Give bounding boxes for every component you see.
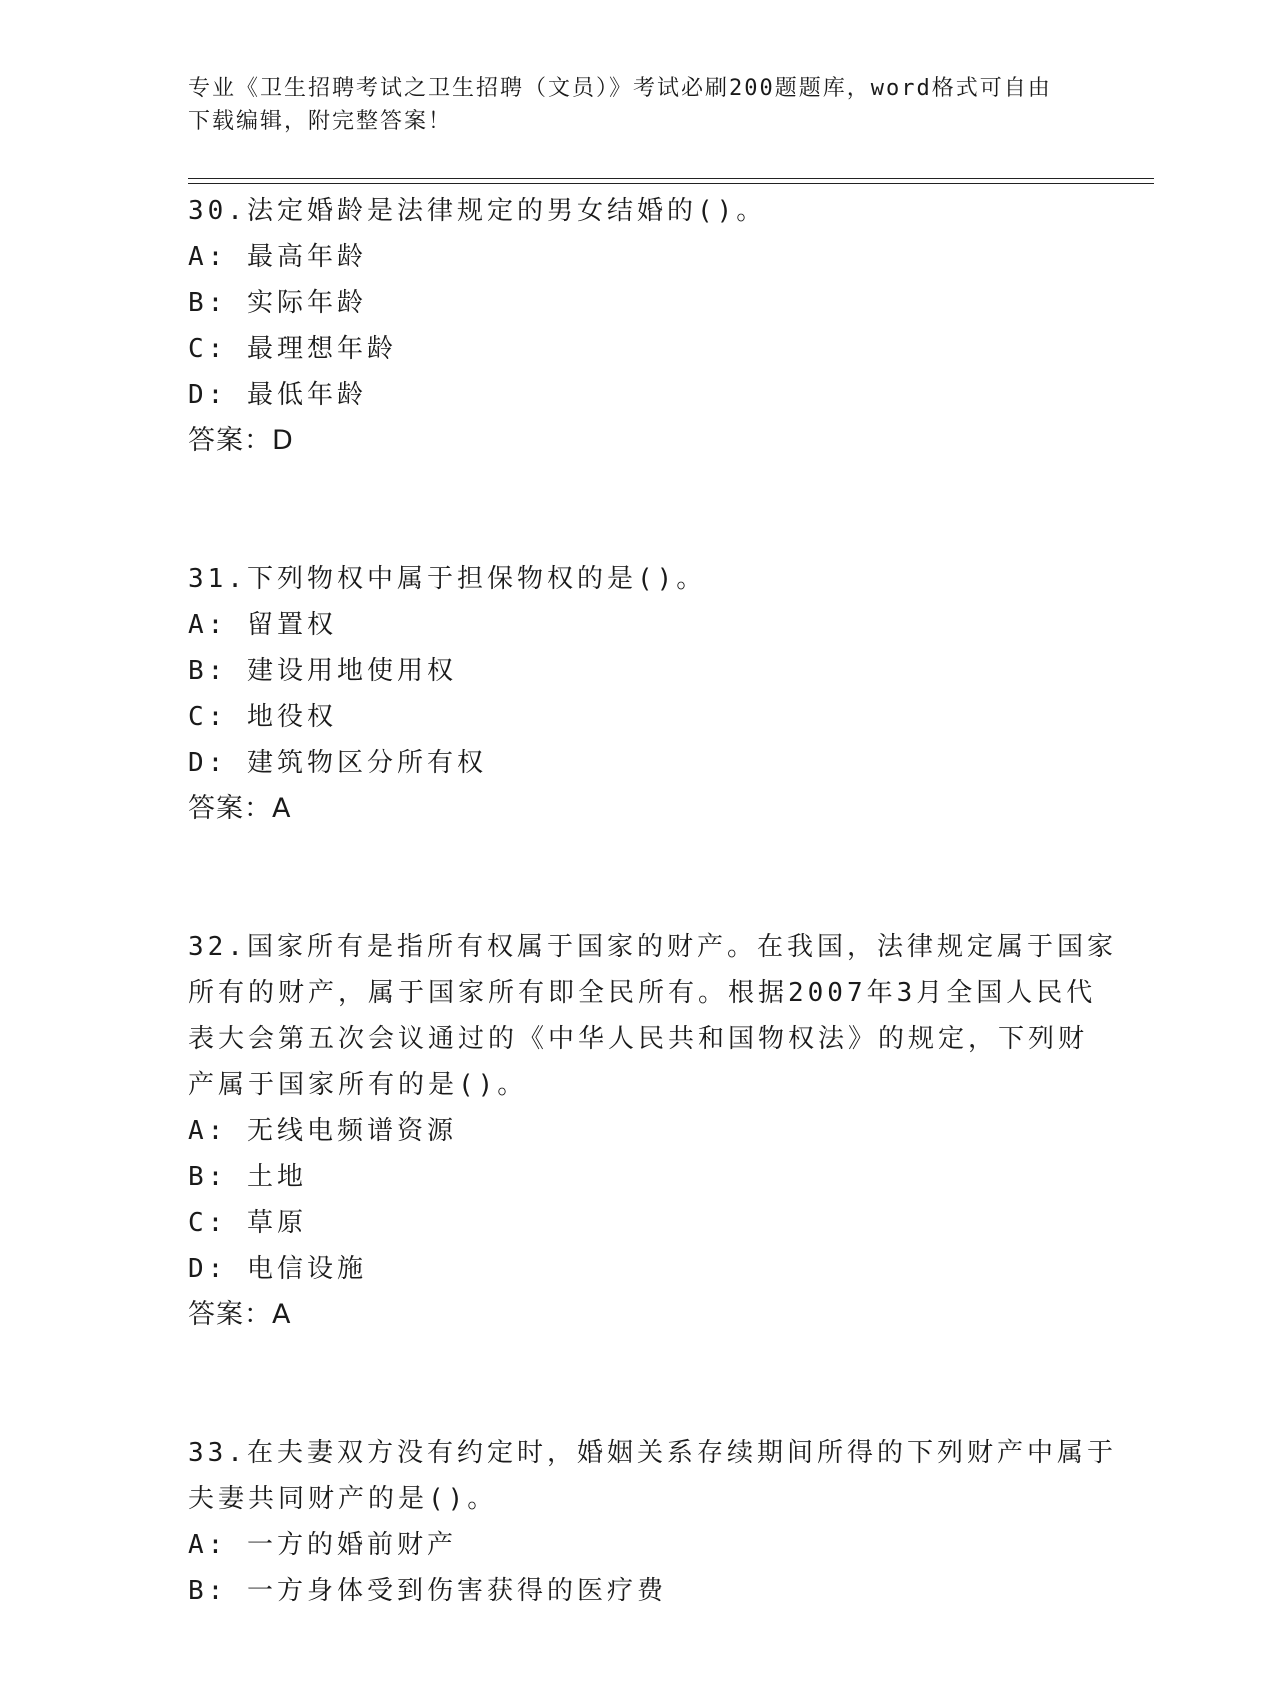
question-stem-line: 产属于国家所有的是()。 bbox=[188, 1070, 528, 1100]
option-b: B: 实际年龄 bbox=[188, 288, 367, 318]
option-c: C: 地役权 bbox=[188, 702, 337, 732]
question-list bbox=[188, 188, 1117, 1706]
question-32 bbox=[188, 924, 1117, 1338]
question-stem-line: 夫妻共同财产的是()。 bbox=[188, 1484, 498, 1514]
header-divider-top bbox=[188, 178, 1154, 179]
question-stem-line: 33.在夫妻双方没有约定时，婚姻关系存续期间所得的下列财产中属于 bbox=[188, 1438, 1117, 1468]
question-stem: 31.下列物权中属于担保物权的是()。 bbox=[188, 564, 707, 594]
option-a: A: 留置权 bbox=[188, 610, 337, 640]
option-d: D: 最低年龄 bbox=[188, 380, 367, 410]
answer-label: 答案：D bbox=[188, 425, 294, 456]
answer-label: 答案：A bbox=[188, 1299, 292, 1330]
document-intro: 专业《卫生招聘考试之卫生招聘（文员）》考试必刷200题题库，word格式可自由下载编辑，附完整答案！ bbox=[188, 76, 1052, 134]
question-stem: 30.法定婚龄是法律规定的男女结婚的()。 bbox=[188, 196, 767, 226]
option-b: B: 一方身体受到伤害获得的医疗费 bbox=[188, 1576, 667, 1606]
question-31 bbox=[188, 556, 1088, 832]
header-divider-bottom bbox=[188, 183, 1154, 184]
option-c: C: 最理想年龄 bbox=[188, 334, 397, 364]
option-c: C: 草原 bbox=[188, 1208, 307, 1238]
option-b: B: 土地 bbox=[188, 1162, 307, 1192]
question-stem-line: 所有的财产，属于国家所有即全民所有。根据2007年3月全国人民代 bbox=[188, 978, 1097, 1008]
option-b: B: 建设用地使用权 bbox=[188, 656, 457, 686]
question-30 bbox=[188, 188, 1088, 464]
question-stem-line: 32.国家所有是指所有权属于国家的财产。在我国，法律规定属于国家 bbox=[188, 932, 1117, 962]
option-a: A: 无线电频谱资源 bbox=[188, 1116, 457, 1146]
option-d: D: 电信设施 bbox=[188, 1254, 367, 1284]
question-33 bbox=[188, 1430, 1117, 1614]
answer-label: 答案：A bbox=[188, 793, 292, 824]
option-a: A: 一方的婚前财产 bbox=[188, 1530, 457, 1560]
question-stem-line: 表大会第五次会议通过的《中华人民共和国物权法》的规定，下列财 bbox=[188, 1024, 1089, 1054]
option-a: A: 最高年龄 bbox=[188, 242, 367, 272]
option-d: D: 建筑物区分所有权 bbox=[188, 748, 487, 778]
